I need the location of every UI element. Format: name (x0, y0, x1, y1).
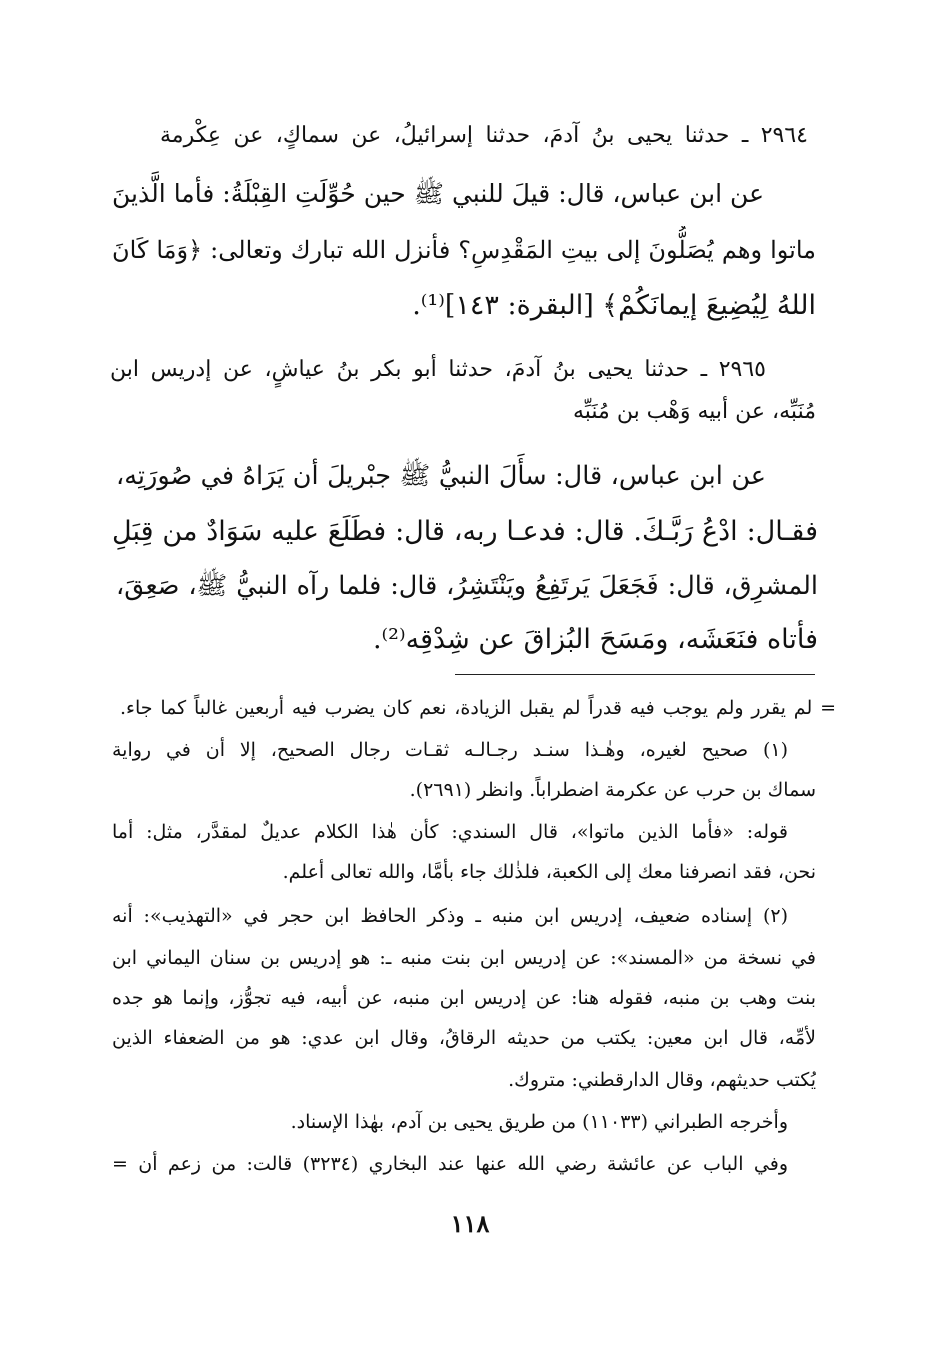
hadith-2964-matn-line-3: اللهُ لِيُضِيعَ إيمانَكُمْ﴾ [البقرة: ١٤٣]⁽¹⁾. (412, 290, 816, 321)
footnote-2-line-3: بنت وهب بن منبه، فقوله هنا: عن إدريس ابن منبه، عن أبيه، فيه تجوُّز، وإنما هو جده (112, 987, 816, 1009)
hadith-2964-matn-line-1: عن ابن عباس، قال: قيلَ للنبي ﷺ حين حُوِّلَتِ القِبْلَةُ: فأما الَّذينَ (112, 179, 764, 208)
footnote-1-line-2: سماك بن حرب عن عكرمة اضطراباً. وانظر (٢٦٩١). (409, 779, 816, 801)
footnote-2-line-4: لأمِّه، قال ابن معين: يكتب من حديثه الرقاقُ، وقال ابن عدي: هو من الضعفاء الذين (112, 1027, 816, 1049)
footnote-2-line-1: (٢) إسناده ضعيف، إدريس ابن منبه ـ وذكر الحافظ ابن حجر في «التهذيب»: أنه (112, 905, 788, 927)
hadith-2964-isnad-line: ٢٩٦٤ ـ حدثنا يحيى بنُ آدمَ، حدثنا إسرائيلُ، عن سماكٍ، عن عِكْرمة (160, 123, 808, 148)
hadith-2965-matn-line-2: فقـال: ادْعُ رَبَّـكَ. قال: فدعـا ربه، قال: فطَلَعَ عليه سَوَادٌ من قِبَلِ (112, 516, 818, 547)
footnote-2-line-7: وفي الباب عن عائشة رضي الله عنها عند البخاري (٣٢٣٤) قالت: من زعم أن = (112, 1153, 788, 1175)
footnote-1-line-1: (١) صحيح لغيره، وهٰـذا سنـد رجـالـه ثقـات رجال الصحيح، إلا أن في رواية (112, 739, 788, 761)
hadith-2965-matn-line-4: فأتاه فنَعَشَه، ومَسَحَ البُزاقَ عن شِدْقِه⁽²⁾. (372, 624, 818, 655)
hadith-2965-matn-line-1: عن ابن عباس، قال: سأَلَ النبيُّ ﷺ جبْريلَ أن يَرَاهُ في صُورَتِه، (116, 461, 766, 491)
hadith-2964-matn-line-2: ماتوا وهم يُصَلُّونَ إلى بيتِ المَقْدِسِ؟ فأنزل الله تبارك وتعالى: ﴿وَمَا كَانَ (112, 236, 816, 264)
hadith-2965-matn-line-3: المشرِق، قال: فَجَعَلَ يَرتَفِعُ ويَنْتَشِرُ، قال: فلما رآه النبيُّ ﷺ، صَعِقَ، (116, 571, 818, 601)
hadith-2965-isnad-line-1: ٢٩٦٥ ـ حدثنا يحيى بنُ آدمَ، حدثنا أبو بكر بنُ عياشٍ، عن إدريس ابن (110, 357, 766, 382)
footnote-1-line-3: قوله: «فأما الذين ماتوا»، قال السندي: كأن هٰذا الكلام عديلٌ لمقدَّر، مثل: أما (112, 821, 788, 843)
footnote-2-line-6: وأخرجه الطبراني (١١٠٣٣) من طريق يحيى بن آدم، بهٰذا الإسناد. (290, 1111, 788, 1133)
footnote-continuation: = لم يقرر ولم يوجب فيه قدراً لم يقبل الزيادة، نعم كان يضرب فيه أربعين غالباً كما جاء. (120, 697, 836, 719)
footnote-2-line-5: يُكتب حديثهم، وقال الدارقطني: متروك. (508, 1069, 816, 1091)
footnote-separator (455, 674, 815, 675)
page-number: ١١٨ (450, 1209, 490, 1238)
footnote-1-line-4: نحن، فقد انصرفنا معك إلى الكعبة، فلذٰلك جاء بأمَّا، والله تعالى أعلم. (282, 861, 816, 883)
footnote-2-line-2: في نسخة من «المسند»: عن إدريس ابن بنت منبه ـ: هو إدريس بن سنان اليماني ابن (112, 947, 816, 969)
hadith-2965-isnad-line-2: مُنَبِّه، عن أبيه وَهْب بن مُنَبِّه (572, 399, 816, 424)
